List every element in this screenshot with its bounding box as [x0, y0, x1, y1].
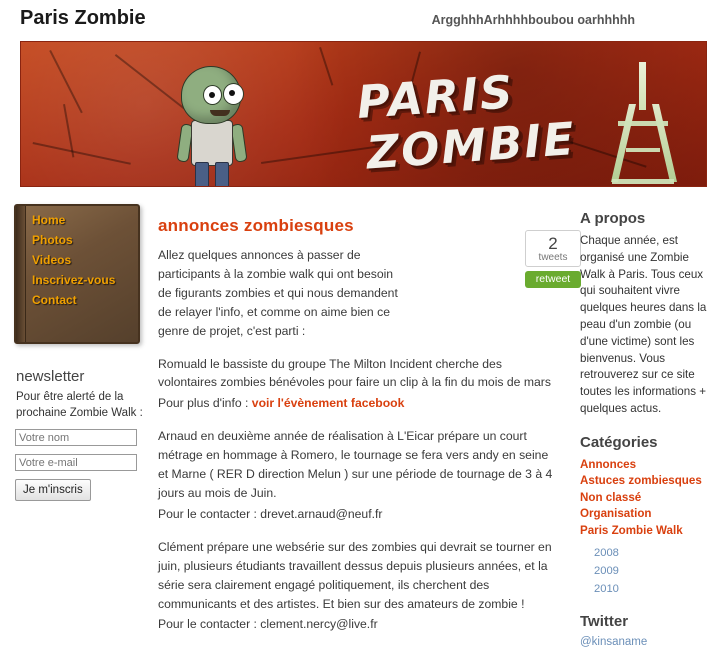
categories-list: [580, 457, 716, 539]
eiffel-spire: [639, 62, 646, 110]
list-item: [580, 506, 716, 522]
nav-item-photos[interactable]: Photos: [32, 233, 73, 247]
zombie-body: [191, 120, 233, 166]
banner-logo: [356, 64, 593, 187]
list-item: [594, 561, 716, 579]
archive-year-2010[interactable]: 2010: [594, 583, 619, 596]
zombie-pupil-right: [229, 90, 235, 96]
category-link-non-classe[interactable]: Non classé: [580, 490, 642, 504]
zombie-eye-left: [203, 85, 222, 105]
category-link-paris-zombie-walk[interactable]: Paris Zombie Walk: [580, 523, 683, 537]
post-link-line: [158, 394, 558, 413]
archive-year-2008[interactable]: 2008: [594, 547, 619, 560]
eiffel-leg-left: [611, 104, 636, 182]
post-link-intro: Pour plus d'info :: [158, 396, 249, 411]
nav-item-contact[interactable]: Contact: [32, 293, 77, 307]
nav-item-inscrivez-vous[interactable]: Inscrivez-vous: [32, 273, 116, 287]
zombie-leg-right: [215, 162, 229, 187]
post-paragraph-4: Clément prépare une websérie sur des zombies qui devrait se tourner en juin, plusieurs étudiants travaillent dessus depuis plusieurs années, et la série sera clairement engagé politiquement, ils cherchent des communicants et des artistes. Et bien sur des amateurs de zombie !: [158, 539, 552, 611]
zombie-head: [181, 66, 241, 124]
tweet-widget[interactable]: [525, 230, 581, 288]
zombie-mouth: [210, 110, 230, 116]
list-item: [580, 490, 716, 506]
eiffel-platform-upper: [626, 148, 660, 152]
post-contact-clement: Pour le contacter : clement.nercy@live.fr: [158, 617, 378, 632]
site-header: [0, 0, 727, 38]
nav-item-videos[interactable]: Videos: [32, 253, 72, 267]
zombie-eye-right: [223, 83, 244, 105]
eiffel-platform-lower: [618, 121, 668, 126]
site-tagline: ArgghhhArhhhhboubou oarhhhhh: [431, 13, 635, 27]
post-body: [158, 246, 558, 634]
banner-crack: [49, 50, 83, 113]
right-sidebar: [580, 210, 716, 648]
banner-logo-line-1: PARIS: [355, 65, 517, 130]
post-paragraph-2: Romuald le bassiste du groupe The Milton Incident cherche des volontaires zombies bénévoles pour faire un clip à la fin du mois de mars: [158, 356, 551, 390]
eiffel-leg-right: [652, 104, 677, 182]
categories-heading: Catégories: [580, 433, 658, 451]
list-item: [580, 457, 716, 473]
list-item: [580, 523, 716, 539]
newsletter-email-input[interactable]: [15, 454, 137, 471]
main-navigation: [14, 204, 140, 344]
newsletter-submit-button[interactable]: Je m'inscris: [15, 479, 91, 501]
twitter-heading: Twitter: [580, 613, 629, 631]
newsletter-name-input[interactable]: [15, 429, 137, 446]
banner-crack: [319, 47, 333, 86]
newsletter-heading: newsletter: [16, 368, 85, 385]
site-banner[interactable]: [20, 41, 707, 187]
newsletter-intro: Pour être alerté de la prochaine Zombie Walk :: [16, 391, 143, 419]
post-contact-arnaud: Pour le contacter : drevet.arnaud@neuf.fr: [158, 506, 383, 521]
about-text: Chaque année, est organisé une Zombie Walk à Paris. Tous ceux qui souhaitent vivre quelques heures dans la peau d'un zombie (ou d'une victime) sont les bienvenus. Vous retrouverez sur ce site toutes les informations + quelques actus.: [580, 234, 707, 415]
nav-item-home[interactable]: Home: [32, 213, 66, 227]
tweet-count-box[interactable]: [525, 230, 581, 267]
post-paragraph-1: Allez quelques annonces à passer de participants à la zombie walk qui ont besoin de figurants zombies et qui nous demandent de relayer l'info, et comme on aime bien ce genre de projet, c'est parti :: [158, 248, 398, 338]
post-paragraph-3: Arnaud en deuxième année de réalisation à L'Eicar prépare un court métrage en hommage à Romero, le tournage se fera vers andy en seine et Marne ( RER D direction Melun ) sur une période de tournage de 3 à 4 jours au mois de Juin.: [158, 429, 553, 500]
site-title: Paris Zombie: [20, 7, 146, 29]
facebook-event-link[interactable]: voir l'évènement facebook: [251, 396, 405, 411]
category-link-annonces[interactable]: Annonces: [580, 457, 637, 471]
list-item: [594, 579, 716, 597]
nav-panel-spine: [16, 206, 26, 342]
main-column: [158, 196, 571, 648]
zombie-leg-left: [195, 162, 209, 187]
banner-crack: [33, 142, 131, 165]
archive-year-list: [580, 543, 716, 597]
eiffel-tower-icon: [608, 62, 680, 182]
category-link-organisation[interactable]: Organisation: [580, 507, 652, 521]
newsletter-widget: [14, 368, 146, 501]
eiffel-base: [612, 179, 674, 184]
tweet-count-label: tweets: [538, 251, 568, 263]
archive-year-2009[interactable]: 2009: [594, 565, 619, 578]
banner-logo-line-2: ZOMBIE: [364, 112, 578, 180]
post-title: annonces zombiesques: [158, 216, 354, 235]
twitter-handle[interactable]: @kinsaname: [580, 636, 648, 648]
tweet-count-number: 2: [548, 234, 558, 253]
list-item: [580, 473, 716, 489]
retweet-button[interactable]: retweet: [525, 271, 581, 288]
list-item: [594, 543, 716, 561]
about-heading: A propos: [580, 210, 646, 227]
category-link-astuces-zombiesques[interactable]: Astuces zombiesques: [580, 474, 702, 488]
zombie-pupil-left: [209, 92, 215, 98]
zombie-mascot-icon: [169, 66, 255, 187]
left-sidebar: [14, 204, 144, 501]
